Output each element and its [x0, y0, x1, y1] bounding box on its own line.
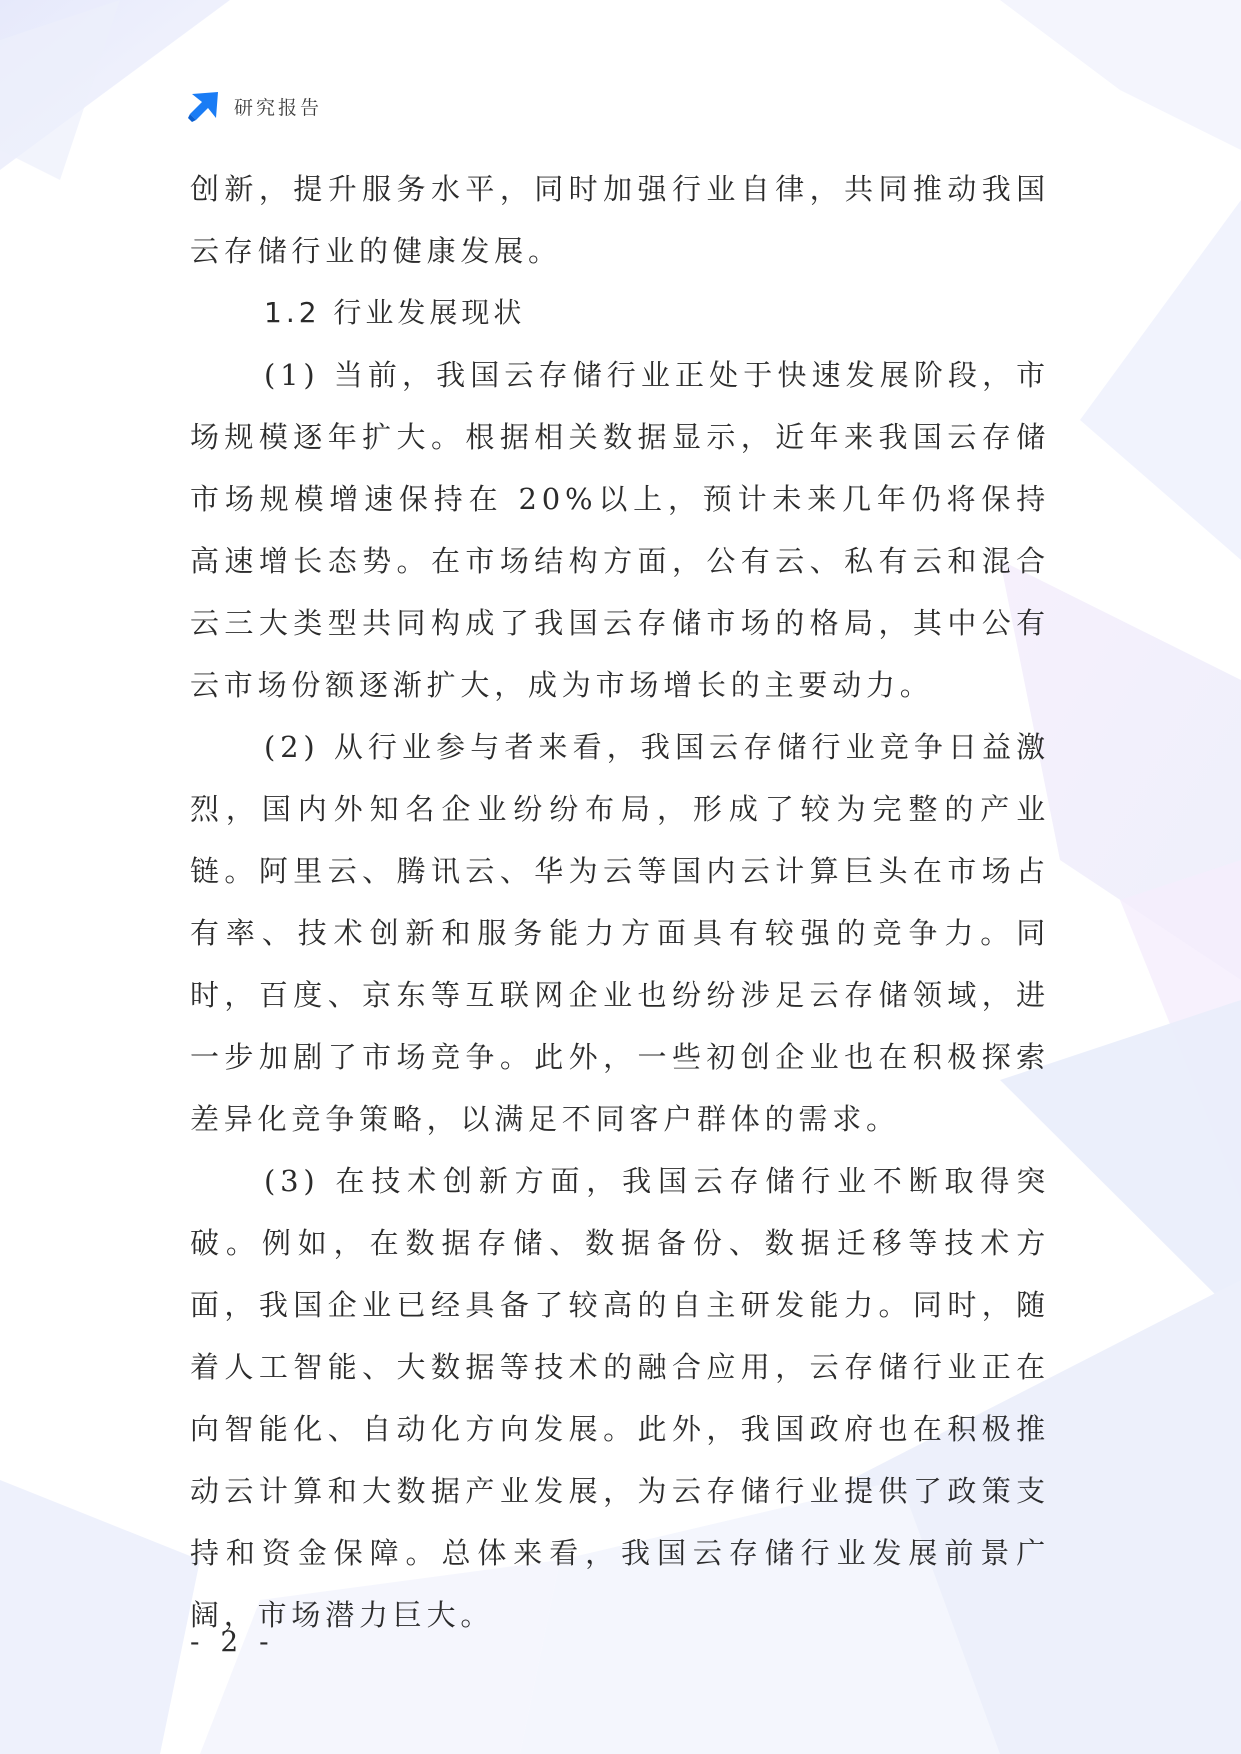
arrow-logo-icon — [186, 88, 222, 124]
report-header — [186, 88, 322, 124]
intro-paragraph: 创新，提升服务水平，同时加强行业自律，共同推动我国云存储行业的健康发展。 — [190, 172, 1050, 268]
paragraph-3: (3) 在技术创新方面，我国云存储行业不断取得突破。例如，在数据存储、数据备份、数据迁移等技术方面，我国企业已经具备了较高的自主研发能力。同时，随着人工智能、大数据等技术的融合应用，云存储行业正在向智能化、自动化方向发展。此外，我国政府也在积极推动云计算和大数据产业发展，为云存储行业提供了政策支持和资金保障。总体来看，我国云存储行业发展前景广阔，市场潜力巨大。 — [190, 1164, 1050, 1632]
section-heading: 1.2 行业发展现状 — [264, 296, 526, 329]
page-number: - 2 - — [190, 1625, 275, 1658]
document-body — [190, 158, 1050, 1646]
header-title: 研究报告 — [234, 96, 323, 119]
paragraph-2: (2) 从行业参与者来看，我国云存储行业竞争日益激烈，国内外知名企业纷纷布局，形成了较为完整的产业链。阿里云、腾讯云、华为云等国内云计算巨头在市场占有率、技术创新和服务能力方面具有较强的竞争力。同时，百度、京东等互联网企业也纷纷涉足云存储领域，进一步加剧了市场竞争。此外，一些初创企业也在积极探索差异化竞争策略，以满足不同客户群体的需求。 — [190, 730, 1050, 1136]
paragraph-1: (1) 当前，我国云存储行业正处于快速发展阶段，市场规模逐年扩大。根据相关数据显示，近年来我国云存储市场规模增速保持在 20%以上，预计未来几年仍将保持高速增长态势。在市场结构方面，公有云、私有云和混合云三大类型共同构成了我国云存储市场的格局，其中公有云市场份额逐渐扩大，成为市场增长的主要动力。 — [190, 358, 1050, 702]
